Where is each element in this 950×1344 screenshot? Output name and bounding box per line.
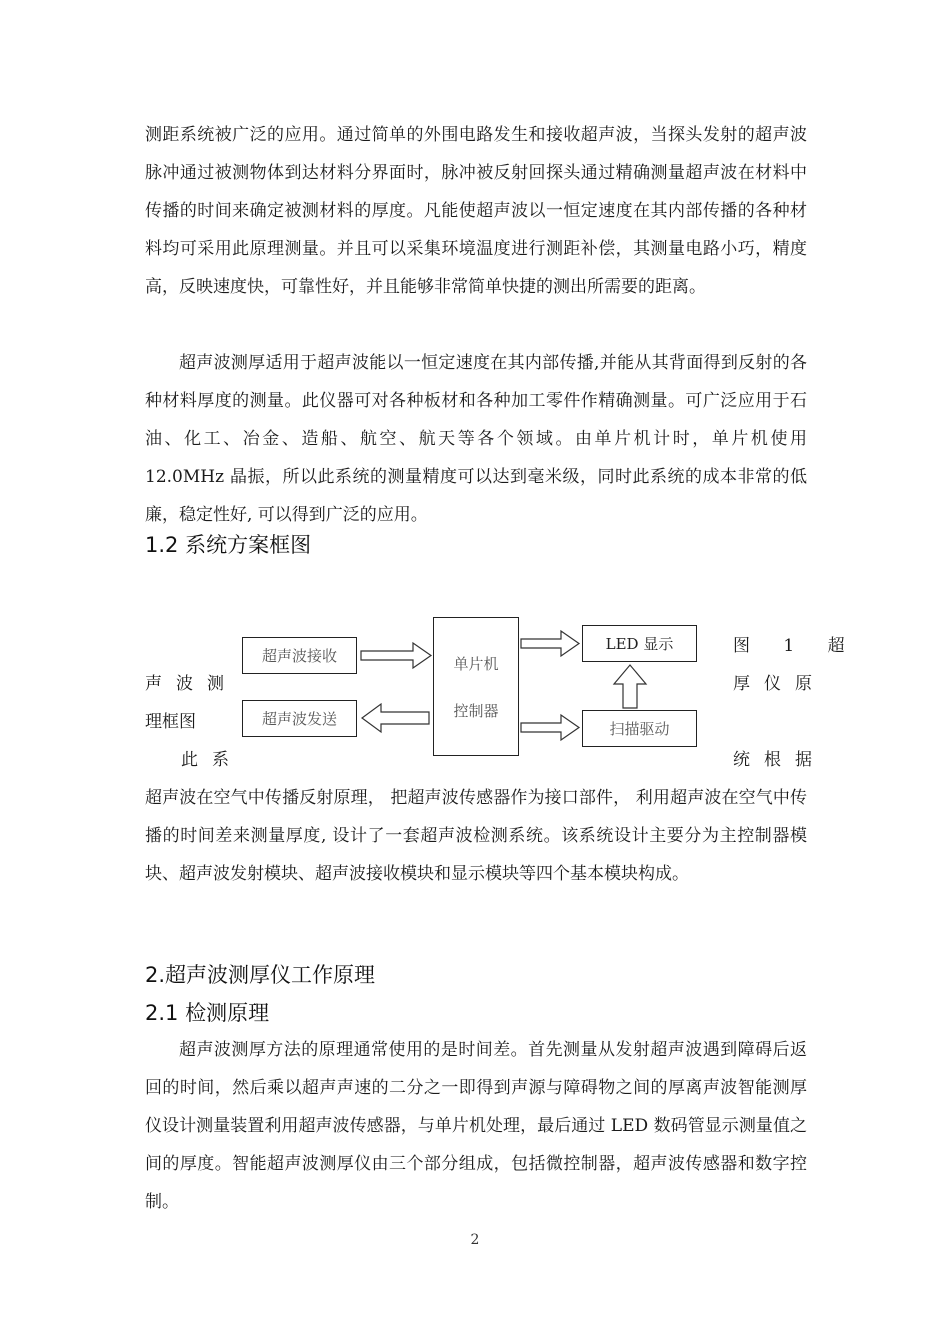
diagram-mcu-line2: 控制器: [453, 701, 499, 720]
paragraph-intro: 测距系统被广泛的应用。通过简单的外围电路发生和接收超声波，当探头发射的超声波脉冲通过被测物体到达材料分界面时，脉冲被反射回探头通过精确测量超声波在材料中传播的时间来确定被测材料的厚度。凡能使超声波以一恒定速度在其内部传播的各种材料均可采用此原理测量。并且可以采集环境温度进行测距补偿，其测量电路小巧，精度高，反映速度快，可靠性好，并且能够非常简单快捷的测出所需要的距离。: [145, 125, 807, 297]
caption-left-1: 声波测: [145, 674, 238, 694]
diagram-box-send: 超声波发送: [242, 700, 357, 737]
paragraph-application: 超声波测厚适用于超声波能以一恒定速度在其内部传播,并能从其背面得到反射的各种材料厚度的测量。此仪器可对各种板材和各种加工零件作精确测量。可广泛应用于石油、化工、冶金、造船、航空、航天等各个领域。由单片机计时，单片机使用 12.0MHz 晶振，所以此系统的测量精度可以达到毫米级，同时此系统的成本非常的低廉，稳定性好, 可以得到广泛的应用。: [145, 353, 807, 525]
caption-right-1: 图 1 超: [733, 636, 859, 656]
caption-left-2: 理框图: [145, 712, 196, 732]
heading-system-diagram: 1.2 系统方案框图: [145, 533, 312, 557]
page-number: 2: [470, 1232, 480, 1248]
diagram-box-receive: 超声波接收: [242, 637, 357, 674]
heading-working-principle: 2.超声波测厚仪工作原理: [145, 963, 376, 987]
caption-right-2: 厚仪原: [733, 674, 826, 694]
diagram-mcu-line1: 单片机: [453, 654, 499, 673]
arrow-scan-to-led: [614, 665, 646, 708]
heading-detection-principle: 2.1 检测原理: [145, 1001, 270, 1025]
paragraph-wrap-left: 此系: [181, 750, 243, 770]
arrow-mcu-to-led: [521, 631, 579, 656]
arrow-receive-to-mcu: [361, 643, 431, 668]
arrow-mcu-to-scan: [521, 715, 579, 740]
arrow-mcu-to-send: [362, 704, 429, 732]
diagram-box-led: LED 显示: [582, 625, 697, 662]
paragraph-wrap-right: 统根据: [733, 750, 826, 770]
paragraph-detection: 超声波测厚方法的原理通常使用的是时间差。首先测量从发射超声波遇到障碍后返回的时间，然后乘以超声声速的二分之一即得到声源与障碍物之间的厚离声波智能测厚仪设计测量装置利用超声波传感器，与单片机处理，最后通过 LED 数码管显示测量值之间的厚度。智能超声波测厚仪由三个部分组成，包括微控制器，超声波传感器和数字控制。: [145, 1040, 807, 1212]
paragraph-system-design: 超声波在空气中传播反射原理， 把超声波传感器作为接口部件， 利用超声波在空气中传播的时间差来测量厚度, 设计了一套超声波检测系统。该系统设计主要分为主控制器模块、超声波发射模块、超声波接收模块和显示模块等四个基本模块构成。: [145, 788, 807, 884]
diagram-box-scan: 扫描驱动: [582, 710, 697, 747]
